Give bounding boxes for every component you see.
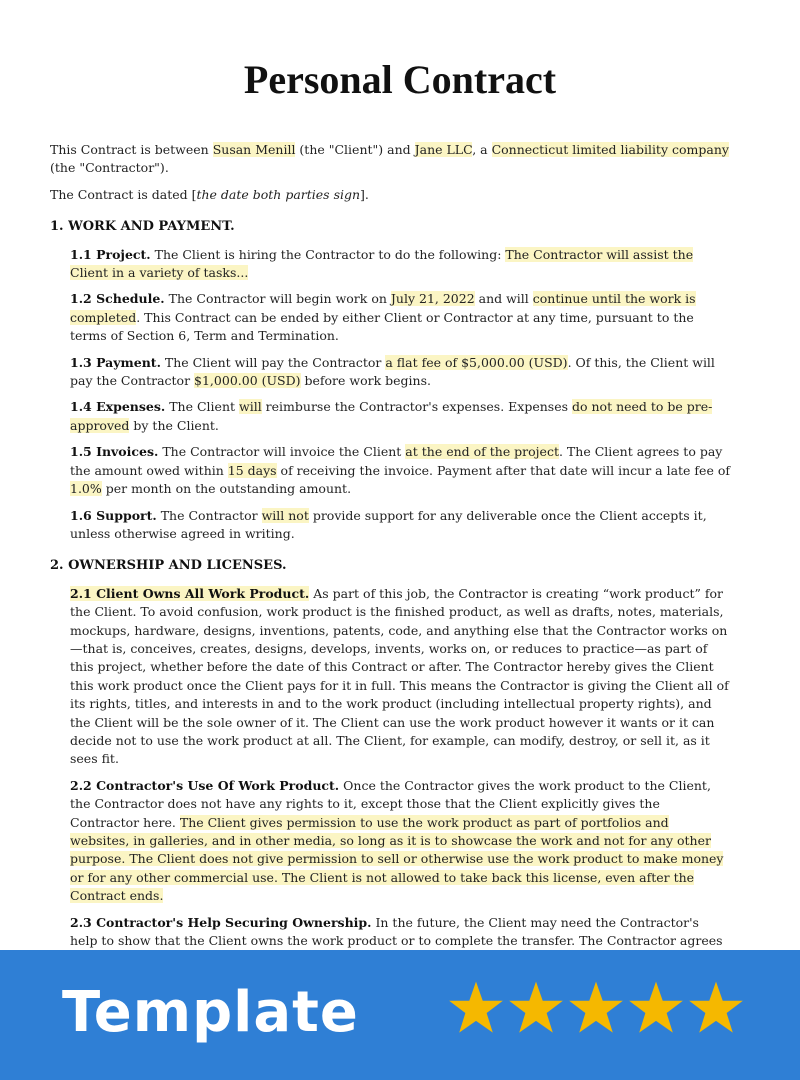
star-icon <box>448 980 504 1036</box>
star-icon <box>568 980 624 1036</box>
star-icon <box>508 980 564 1036</box>
dated-paragraph: The Contract is dated [the date both parties sign]. <box>50 186 369 202</box>
contractor-name: Jane LLC <box>414 142 473 157</box>
contractor-type: Connecticut limited liability company <box>491 142 729 157</box>
banner-label: Template <box>62 980 359 1045</box>
star-icon <box>628 980 684 1036</box>
clause-schedule: 1.2 Schedule. The Contractor will begin work on July 21, 2022 and will continue until the work is completed. This Contract can be ended by either Client or Contractor at any time, pursuant to the terms of Section 6, Term and Termination. <box>70 291 696 344</box>
star-rating <box>448 980 748 1040</box>
star-icon <box>688 980 744 1036</box>
intro-paragraph: This Contract is between Susan Menill (the "Client") and Jane LLC, a Connecticut limited liability company (the "Contractor"). <box>50 142 729 176</box>
client-name: Susan Menill <box>212 142 296 157</box>
clause-contractor-use: 2.2 Contractor's Use Of Work Product. Once the Contractor gives the work product to the Client, the Contractor does not have any rights to it, except those that the Client explicitly gives the Contractor here. The Client gives permission to use the work product as part of portfolios and websites, in galleries, and in other media, so long as it is to showcase the work and not for any other purpose. The Client does not give permission to sell or otherwise use the work product to make money or for any other commercial use. The Client is not allowed to take back this license, even after the Contract ends. <box>70 777 724 904</box>
contract-date: the date both parties sign <box>196 186 361 202</box>
clause-invoices: 1.5 Invoices. The Contractor will invoice the Client at the end of the project. The Client agrees to pay the amount owed within 15 days of receiving the invoice. Payment after that date will incur a late fee of 1.0% per month on the outstanding amount. <box>70 444 730 497</box>
contract-body <box>50 141 730 950</box>
clause-payment: 1.3 Payment. The Client will pay the Contractor a flat fee of $5,000.00 (USD). Of this, the Client will pay the Contractor $1,000.00 (USD) before work begins. <box>70 354 715 389</box>
template-banner <box>0 950 800 1080</box>
clause-project: 1.1 Project. The Client is hiring the Contractor to do the following: The Contractor will assist the Client in a variety of tasks... <box>70 246 694 281</box>
clause-client-owns-work: 2.1 Client Owns All Work Product. As part of this job, the Contractor is creating “work product” for the Client. To avoid confusion, work product is the finished product, as well as drafts, notes, materials, mockups, hardware, designs, inventions, patents, code, and anything else that the Contractor works on—that is, conceives, creates, designs, develops, invents, works on, or reduces to practice—as part of this project, whether before the date of this Contract or after. The Contractor hereby gives the Client this work product once the Client pays for it in full. This means the Contractor is giving the Client all of its rights, titles, and interests in and to the work product (including intellectual property rights), and the Client will be the sole owner of it. The Client can use the work product however it wants or it can decide not to use the work product at all. The Client, for example, can modify, destroy, or sell it, as it sees fit. <box>70 585 729 767</box>
clause-expenses: 1.4 Expenses. The Client will reimburse the Contractor's expenses. Expenses do not need to be pre-approved by the Client. <box>70 399 713 433</box>
section-heading-work-payment: 1. WORK AND PAYMENT. <box>50 219 235 235</box>
section-heading-ownership: 2. OWNERSHIP AND LICENSES. <box>50 558 287 574</box>
page-title: Personal Contract <box>243 57 557 102</box>
clause-support: 1.6 Support. The Contractor will not provide support for any deliverable once the Client accepts it, unless otherwise agreed in writing. <box>70 507 707 541</box>
clause-help-securing: 2.3 Contractor's Help Securing Ownership. In the future, the Client may need the Contractor's help to show that the Client owns the work product or to complete the transfer. The Contractor agrees <box>70 914 723 949</box>
